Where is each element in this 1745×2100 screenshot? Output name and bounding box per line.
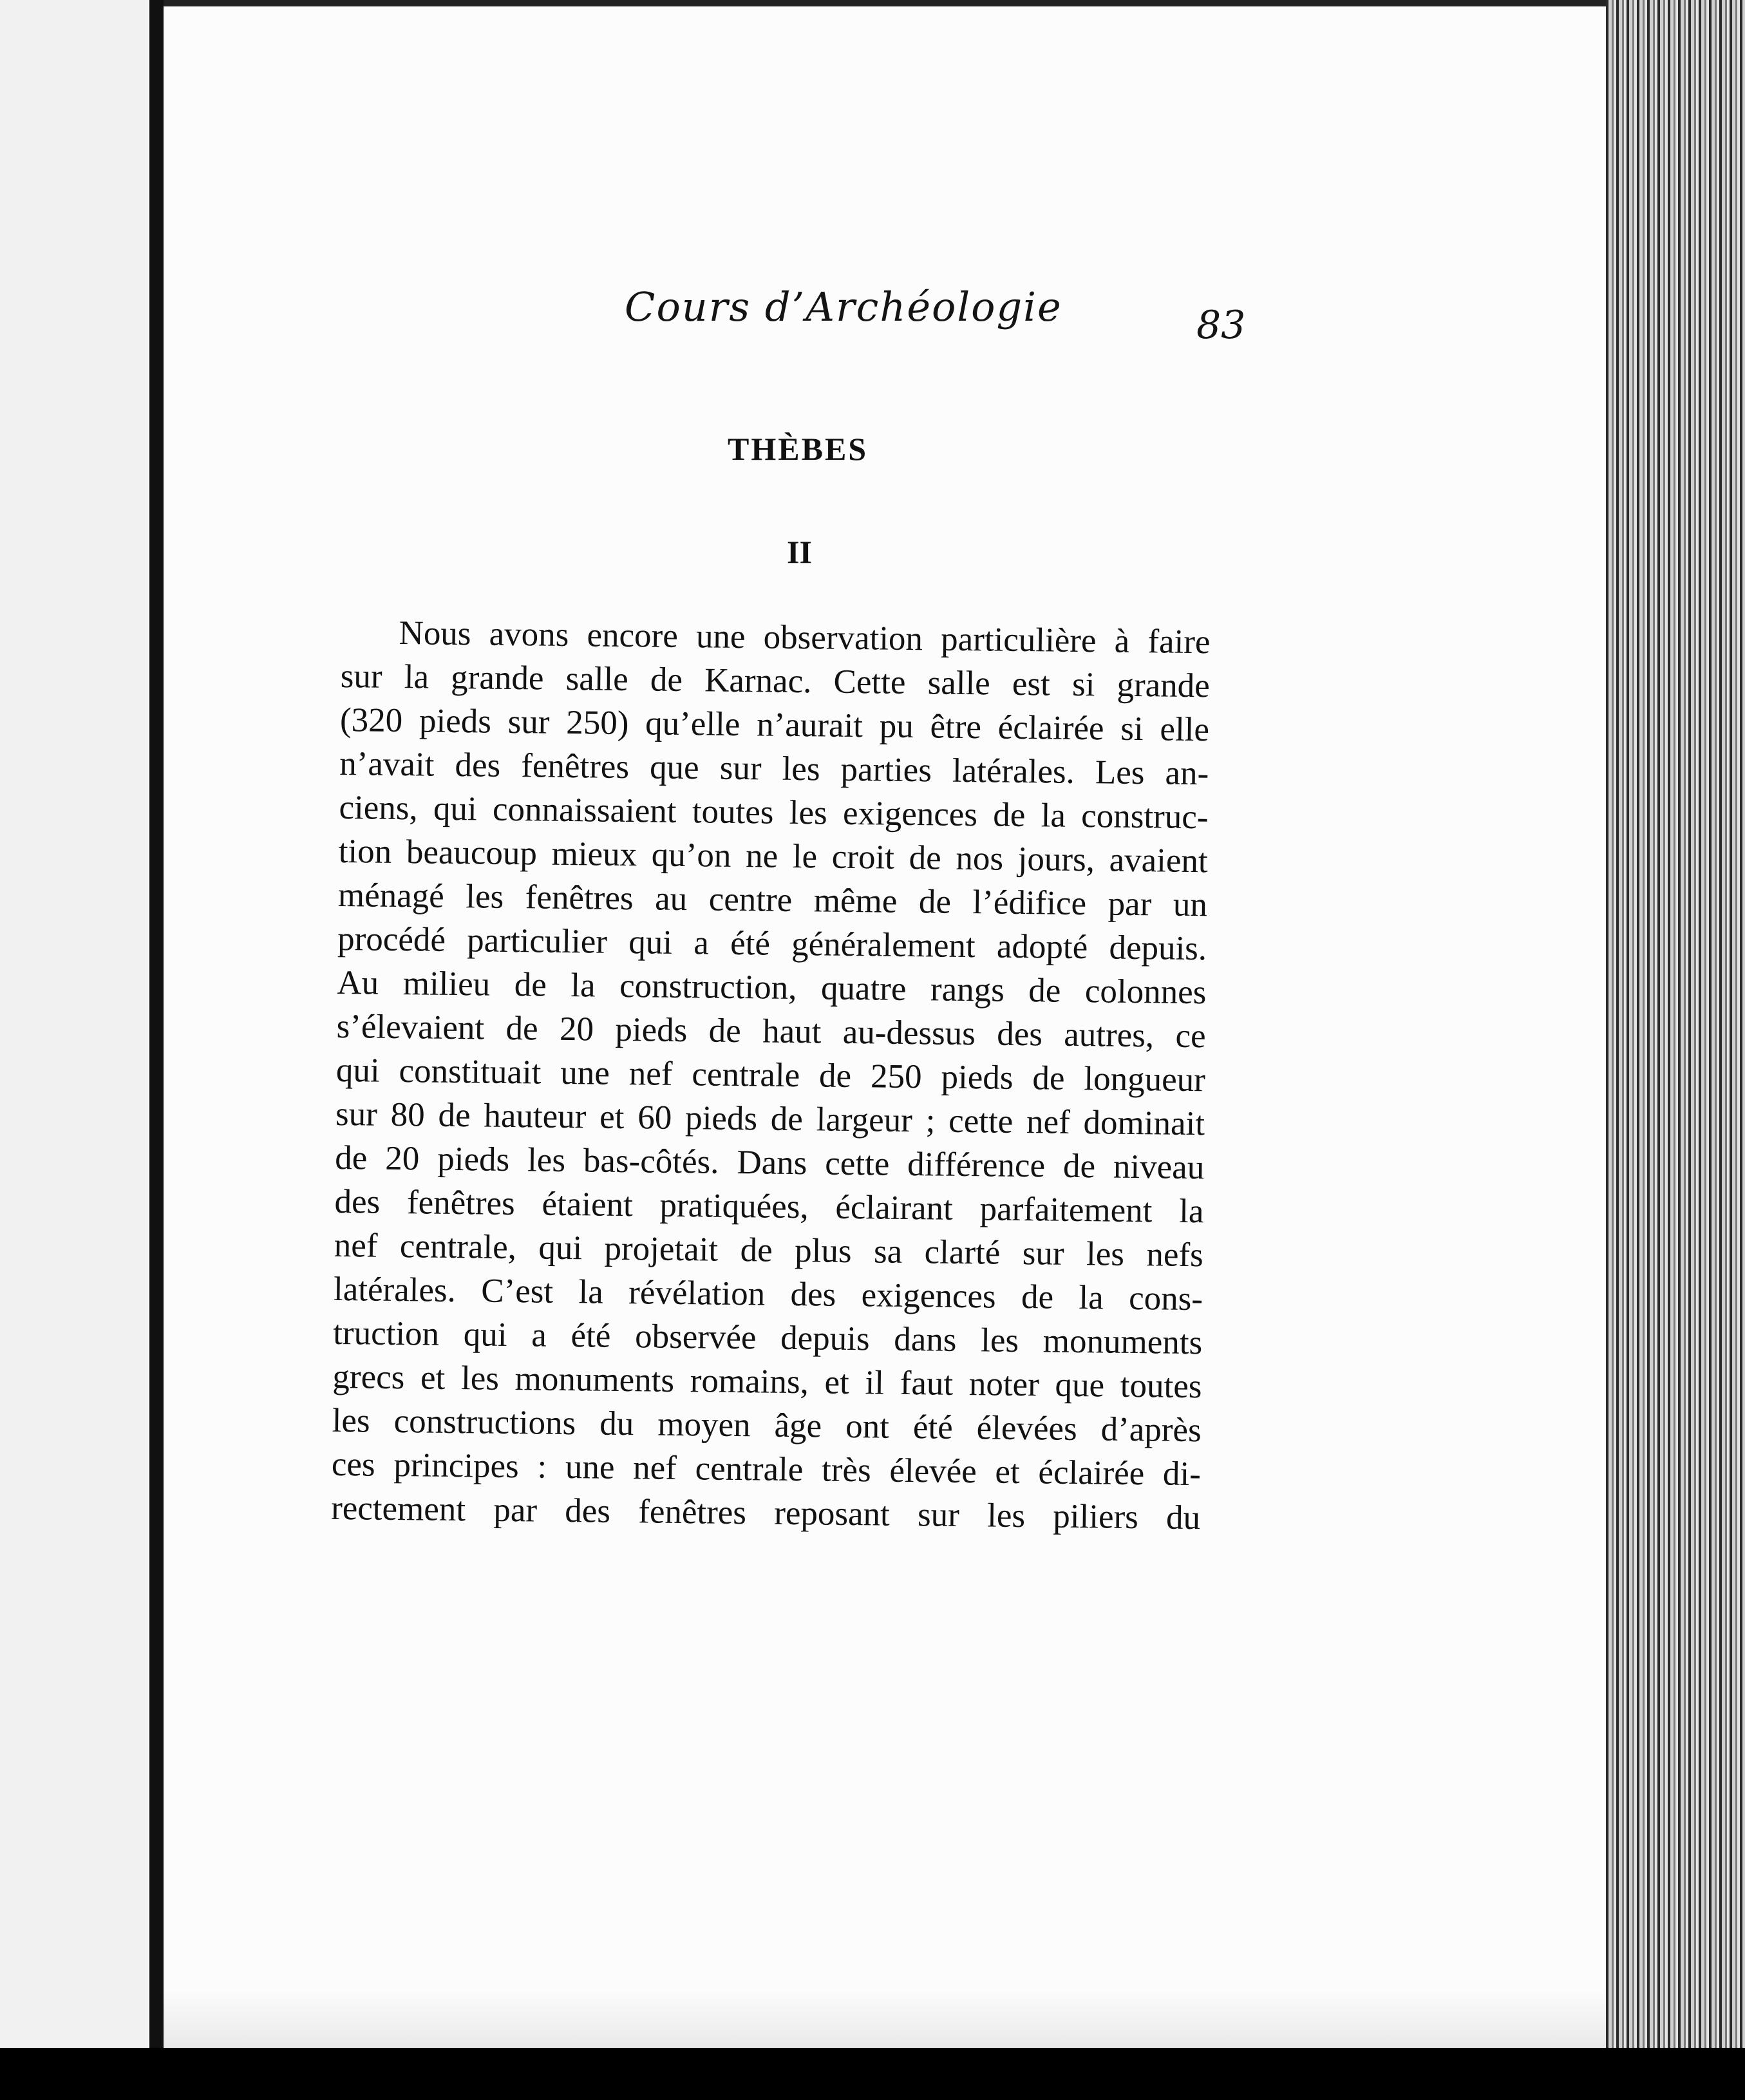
text-line: ciens, qui connaissaient toutes les exigences de la construc- [339, 788, 1209, 837]
text-line: (320 pieds sur 250) qu’elle n’aurait pu être éclairée si elle [339, 701, 1210, 749]
text-line: de 20 pieds les bas-côtés. Dans cette différence de niveau [335, 1139, 1205, 1187]
page-number: 83 [1196, 303, 1246, 348]
text-line: Au milieu de la construction, quatre rangs de colonnes [337, 963, 1207, 1012]
text-line: ménagé les fenêtres au centre même de l’édifice par un [337, 876, 1208, 924]
section-number: II [787, 534, 812, 570]
text-line: sur 80 de hauteur et 60 pieds de largeur ; cette nef dominait [335, 1095, 1205, 1143]
text-line: les constructions du moyen âge ont été élevées d’après [332, 1401, 1202, 1450]
book-left-margin [0, 0, 148, 2048]
text-line: ces principes : une nef centrale très élevée et éclairée di- [331, 1445, 1202, 1493]
text-line: procédé particulier qui a été généralement adopté depuis. [337, 920, 1207, 968]
text-line: Nous avons encore une observation particulière à faire [399, 614, 1211, 661]
book-spine-edge [149, 0, 164, 2048]
text-line: nef centrale, qui projetait de plus sa clarté sur les nefs [334, 1226, 1204, 1274]
text-line: tion beaucoup mieux qu’on ne le croit de nos jours, avaient [338, 832, 1208, 880]
text-line: n’avait des fenêtres que sur les parties latérales. Les an- [339, 744, 1209, 793]
page-bottom-shadow [164, 1990, 1606, 2048]
scan-bottom-border [0, 2048, 1745, 2100]
running-title: Cours d’Archéologie [625, 283, 1062, 330]
text-line: latérales. C’est la révélation des exigences de la cons- [333, 1270, 1203, 1318]
page-top-edge [164, 0, 1745, 6]
text-line: qui constituait une nef centrale de 250 pieds de longueur [335, 1051, 1206, 1099]
stacked-page-edges [1606, 0, 1745, 2048]
text-line: des fenêtres étaient pratiquées, éclairant parfaitement la [334, 1182, 1204, 1231]
text-line: grecs et les monuments romains, et il faut noter que toutes [332, 1357, 1202, 1406]
chapter-title: THÈBES [728, 431, 869, 467]
body-paragraph [331, 610, 1211, 1540]
text-line: sur la grande salle de Karnac. Cette salle est si grande [340, 657, 1211, 705]
text-line: s’élevaient de 20 pieds de haut au-dessus des autres, ce [336, 1007, 1206, 1055]
text-line: truction qui a été observée depuis dans les monuments [332, 1314, 1203, 1362]
text-line: rectement par des fenêtres reposant sur les piliers du [330, 1489, 1201, 1537]
